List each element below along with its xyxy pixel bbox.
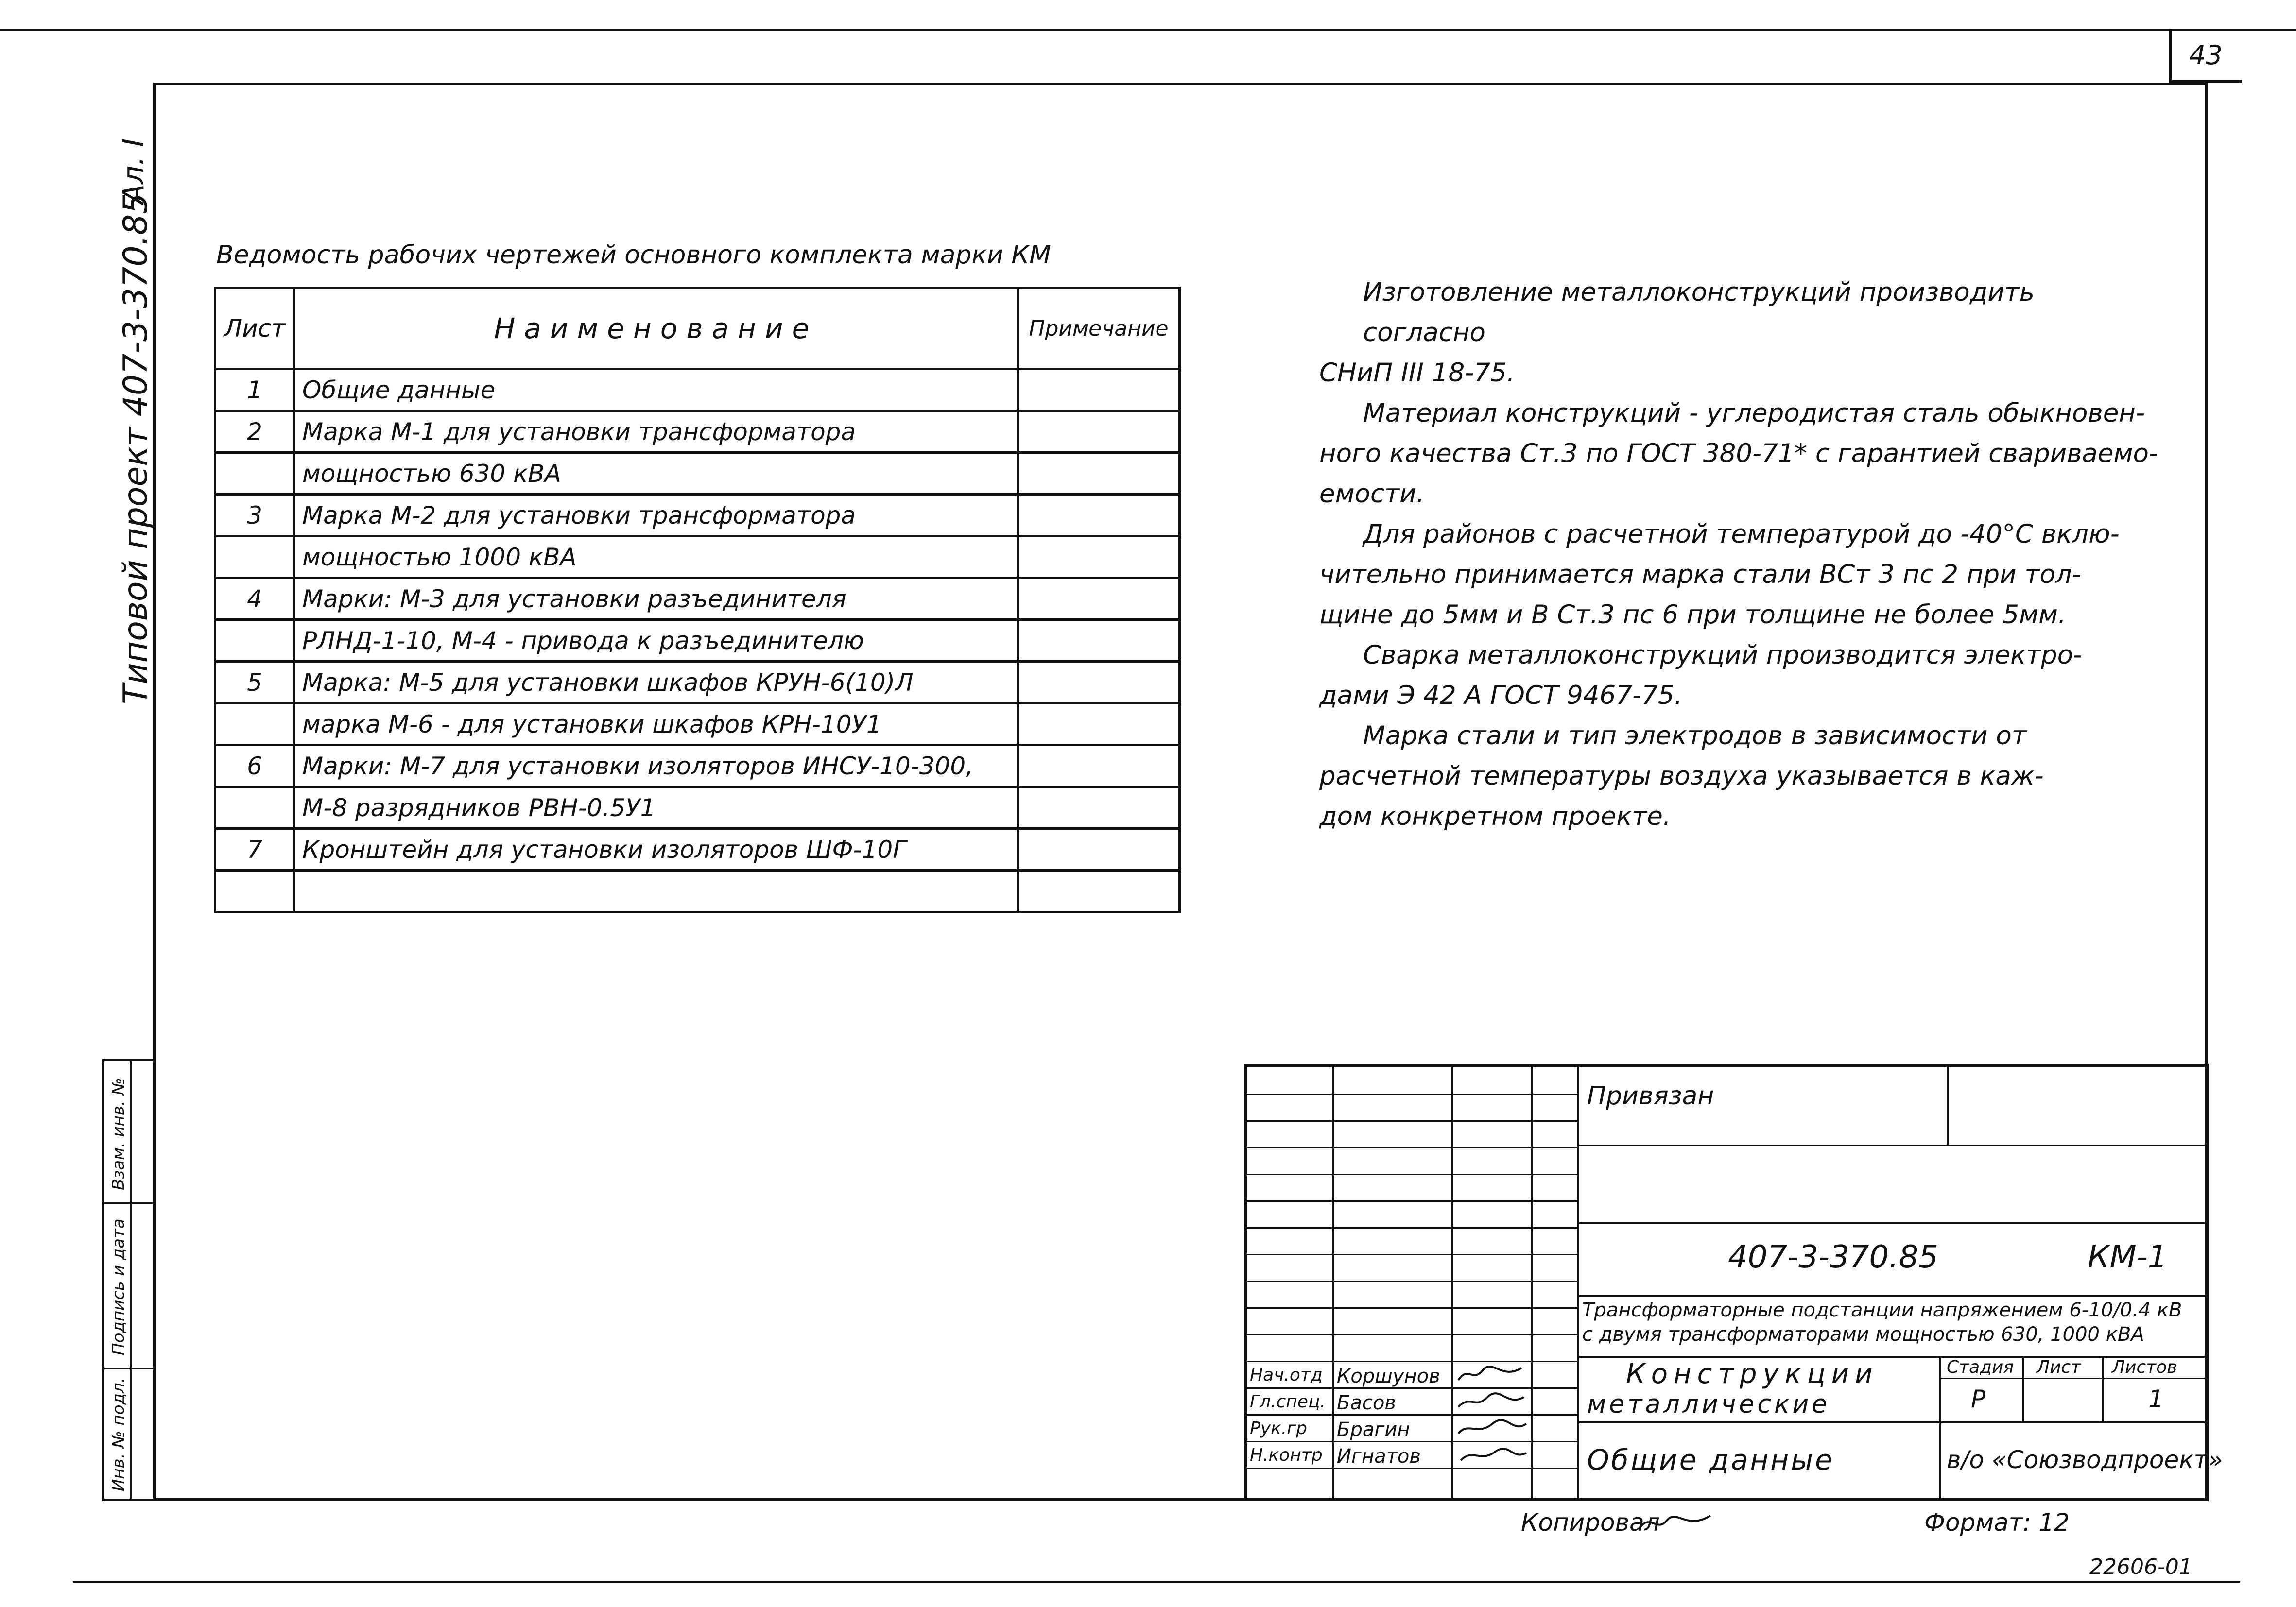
table-row (215, 829, 1180, 871)
table-row (215, 578, 1180, 620)
table-row (215, 703, 1180, 745)
table-header-row (215, 288, 1180, 369)
row-name: М-8 разрядников РВН-0.5У1 (294, 787, 1018, 829)
row-sheet: 4 (215, 578, 294, 620)
name-group-lead: Брагин (1337, 1419, 1410, 1441)
role-group-lead: Рук.гр (1250, 1419, 1307, 1438)
row-name: Марка: М-5 для установки шкафов КРУН-6(10)Л (294, 662, 1018, 703)
note-line: Марка стали и тип электродов в зависимости от (1363, 721, 2027, 751)
table-row (215, 369, 1180, 411)
role-norm-control: Н.контр (1250, 1445, 1323, 1465)
table-row (215, 871, 1180, 912)
row-name (294, 871, 1018, 912)
album-label: Ал. I (117, 138, 151, 204)
stage-header: Стадия (1947, 1357, 2014, 1377)
signature-4 (1461, 1449, 1526, 1460)
attached-label: Привязан (1587, 1081, 1714, 1111)
row-name: Кронштейн для установки изоляторов ШФ-10Г (294, 829, 1018, 871)
table-row (215, 495, 1180, 536)
note-line: чительно принимается марка стали ВСт 3 пс 2 при тол- (1319, 560, 2081, 589)
format-label: Формат: 12 (1924, 1508, 2070, 1537)
note-line: ного качества Ст.3 по ГОСТ 380-71* с гарантией свариваемо- (1319, 439, 2158, 468)
name-chief-spec: Басов (1337, 1392, 1396, 1414)
row-name: мощностью 630 кВА (294, 453, 1018, 495)
project-label: Типовой проект 407-3-370.85 (117, 193, 155, 704)
stamp-cell-inventory: Инв. № подл. (109, 1377, 128, 1491)
row-sheet: 6 (215, 745, 294, 787)
sheets-value: 1 (2148, 1385, 2164, 1413)
signatures (1453, 1361, 1531, 1468)
row-sheet: 7 (215, 829, 294, 871)
header-name: Наименование (294, 288, 1018, 369)
signature-3 (1458, 1420, 1526, 1434)
name-norm-control: Игнатов (1337, 1445, 1421, 1468)
note-line: емости. (1319, 479, 1425, 509)
note-line: Сварка металлоконструкций производится электро- (1363, 640, 2083, 670)
description-line-2: с двумя трансформаторами мощностью 630, 1000 кВА (1582, 1323, 2144, 1346)
signature-1 (1458, 1367, 1521, 1380)
row-name: марка М-6 - для установки шкафов КРН-10У1 (294, 703, 1018, 745)
note-line: Изготовление металлоконструкций производить согласно (1363, 277, 2035, 347)
description-line-1: Трансформаторные подстанции напряжением 6-10/0.4 кВ (1582, 1299, 2182, 1321)
stamp-cell-signature: Подпись и дата (109, 1218, 128, 1355)
copied-signature (1638, 1506, 1715, 1540)
header-sheet: Лист (215, 288, 294, 369)
sheet-list-table (214, 287, 1181, 913)
note-line: Для районов с расчетной температурой до -40°С вклю- (1363, 519, 2120, 549)
copied-label: Копировал (1521, 1508, 1660, 1537)
role-head-dept: Нач.отд (1250, 1365, 1323, 1385)
document-mark: КМ-1 (2088, 1239, 2168, 1275)
row-sheet: 3 (215, 495, 294, 536)
document-code: 407-3-370.85 (1728, 1239, 1938, 1275)
note-line: расчетной температуры воздуха указывается в каж- (1319, 761, 2044, 791)
row-sheet: 5 (215, 662, 294, 703)
note-line: СНиП III 18-75. (1319, 358, 1515, 388)
row-sheet (215, 871, 294, 912)
note-line: дом конкретном проекте. (1319, 802, 1671, 831)
row-name: Марка М-1 для установки трансформатора (294, 411, 1018, 453)
row-sheet (215, 787, 294, 829)
sheet-header: Лист (2037, 1357, 2081, 1377)
section-line-1: Конструкции (1626, 1358, 1879, 1390)
table-row (215, 620, 1180, 662)
row-name: мощностью 1000 кВА (294, 536, 1018, 578)
header-note: Примечание (1018, 288, 1180, 369)
row-name: Марки: М-7 для установки изоляторов ИНСУ-10-300, (294, 745, 1018, 787)
page-number: 43 (2189, 40, 2223, 70)
table-row (215, 536, 1180, 578)
name-head-dept: Коршунов (1337, 1365, 1440, 1387)
sheet-title: Общие данные (1587, 1443, 1834, 1476)
archive-number: 22606-01 (2089, 1555, 2192, 1579)
stamp-cell-replace: Взам. инв. № (109, 1078, 128, 1190)
signature-2 (1458, 1393, 1524, 1407)
row-sheet: 2 (215, 411, 294, 453)
organization: в/о «Союзводпроект» (1947, 1446, 2223, 1474)
row-sheet (215, 703, 294, 745)
table-row (215, 662, 1180, 703)
row-sheet (215, 536, 294, 578)
bottom-line (73, 1581, 2240, 1583)
row-name: Марка М-2 для установки трансформатора (294, 495, 1018, 536)
table-row (215, 453, 1180, 495)
sheets-header: Листов (2112, 1357, 2177, 1377)
row-sheet (215, 620, 294, 662)
row-sheet (215, 453, 294, 495)
title-block (1244, 1064, 2223, 1501)
table-row (215, 745, 1180, 787)
row-name: Марки: М-3 для установки разъединителя (294, 578, 1018, 620)
row-sheet: 1 (215, 369, 294, 411)
note-line: дами Э 42 А ГОСТ 9467-75. (1319, 681, 1683, 710)
sheet-list-title: Ведомость рабочих чертежей основного комплекта марки КМ (216, 240, 1052, 270)
stage-value: Р (1971, 1385, 1986, 1413)
table-row (215, 411, 1180, 453)
role-chief-spec: Гл.спец. (1250, 1392, 1326, 1412)
row-name: Общие данные (294, 369, 1018, 411)
table-row (215, 787, 1180, 829)
general-notes (1319, 272, 2165, 837)
row-name: РЛНД-1-10, М-4 - привода к разъединителю (294, 620, 1018, 662)
note-line: щине до 5мм и В Ст.3 пс 6 при толщине не более 5мм. (1319, 600, 2066, 630)
section-line-2: металлические (1587, 1390, 1830, 1419)
top-line (0, 29, 2296, 31)
note-line: Материал конструкций - углеродистая сталь обыкновен- (1363, 398, 2145, 428)
